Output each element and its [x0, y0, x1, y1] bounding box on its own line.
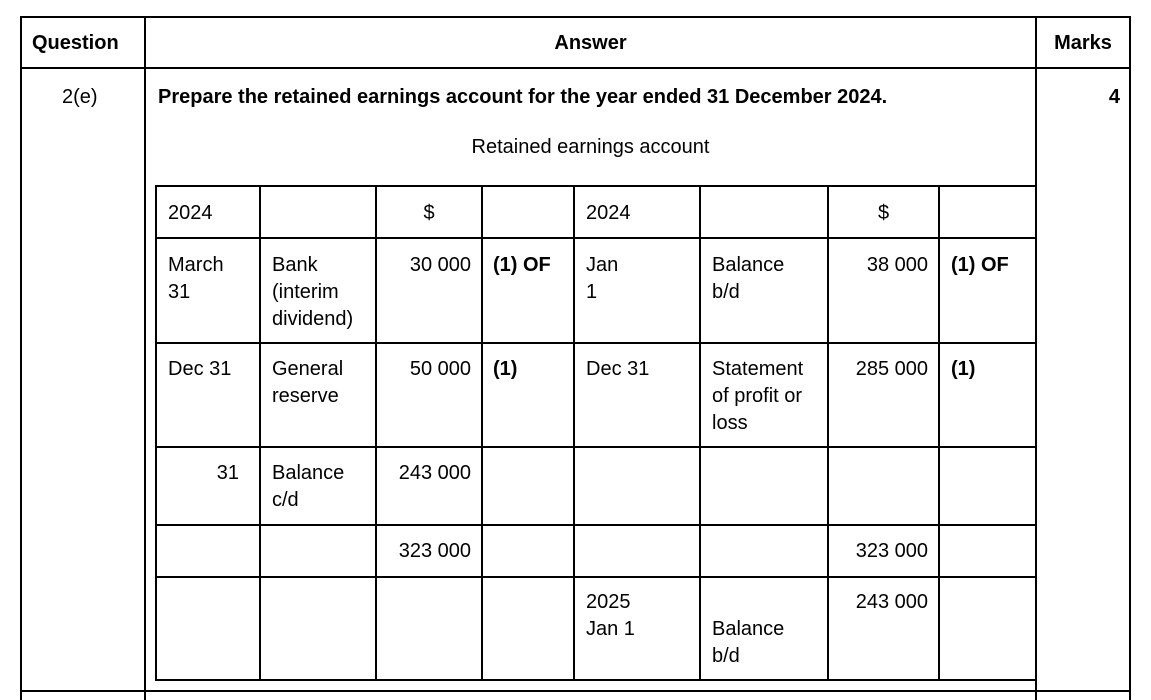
- outer-bottom-border: [20, 690, 1131, 692]
- debit-currency: $: [423, 202, 435, 224]
- question-header: Question: [32, 32, 119, 54]
- ledger-debit-amount: 50 000: [409, 358, 471, 380]
- marks-col-divider: [1035, 16, 1037, 700]
- ledger-credit-mark: (1) OF: [951, 254, 1009, 276]
- ledger-credit-amount: 243 000: [855, 591, 928, 613]
- ledger-debit-amount: 30 000: [409, 254, 471, 276]
- outer-left-border: [20, 16, 22, 700]
- debit-year: 2024: [168, 202, 213, 224]
- ledger-debit-detail: General reserve: [272, 358, 344, 407]
- ledger-credit-date: 2025 Jan 1: [586, 591, 635, 640]
- ledger-debit-total: 323 000: [398, 540, 471, 562]
- account-title: Retained earnings account: [471, 136, 710, 158]
- question-col-divider: [144, 16, 146, 700]
- ledger-row-line: [155, 342, 1037, 344]
- ledger-col-line: [699, 185, 701, 681]
- ledger-row-line: [155, 679, 1037, 681]
- ledger-credit-mark: (1): [951, 358, 976, 380]
- ledger-debit-date: 31: [216, 462, 239, 484]
- ledger-col-line: [481, 185, 483, 681]
- ledger-col-line: [259, 185, 261, 681]
- ledger-credit-date: Jan 1: [586, 254, 619, 303]
- ledger-col-line: [155, 185, 157, 681]
- ledger-credit-amount: 285 000: [855, 358, 928, 380]
- ledger-credit-detail: Balance b/d: [712, 618, 785, 667]
- ledger-credit-date: Dec 31: [586, 358, 650, 380]
- ledger-debit-mark: (1): [493, 358, 518, 380]
- ledger-credit-detail: Balance b/d: [712, 254, 785, 303]
- outer-right-border: [1129, 16, 1131, 700]
- ledger-debit-mark: (1) OF: [493, 254, 551, 276]
- marks-value: 4: [1108, 86, 1120, 108]
- marks-header: Marks: [1054, 32, 1112, 54]
- ledger-col-line: [938, 185, 940, 681]
- credit-year: 2024: [586, 202, 631, 224]
- outer-top-border: [20, 16, 1131, 18]
- answer-header: Answer: [554, 32, 627, 54]
- question-prompt: Prepare the retained earnings account for the year ended 31 December 2024.: [158, 86, 888, 108]
- header-bottom-border: [20, 67, 1131, 69]
- ledger-debit-amount: 243 000: [398, 462, 471, 484]
- ledger-credit-amount: 38 000: [866, 254, 928, 276]
- ledger-col-line: [573, 185, 575, 681]
- ledger-row-line: [155, 576, 1037, 578]
- ledger-debit-detail: Bank (interim dividend): [272, 254, 354, 330]
- ledger-debit-date: March 31: [168, 254, 224, 303]
- ledger-credit-detail: Statement of profit or loss: [712, 358, 804, 434]
- ledger-row-line: [155, 524, 1037, 526]
- ledger-debit-date: Dec 31: [168, 358, 232, 380]
- ledger-debit-detail: Balance c/d: [272, 462, 345, 511]
- credit-currency: $: [877, 202, 890, 224]
- ledger-row-line: [155, 446, 1037, 448]
- question-number: 2(e): [62, 86, 98, 108]
- ledger-row-line: [155, 237, 1037, 239]
- ledger-row-line: [155, 185, 1037, 187]
- ledger-credit-total: 323 000: [855, 540, 928, 562]
